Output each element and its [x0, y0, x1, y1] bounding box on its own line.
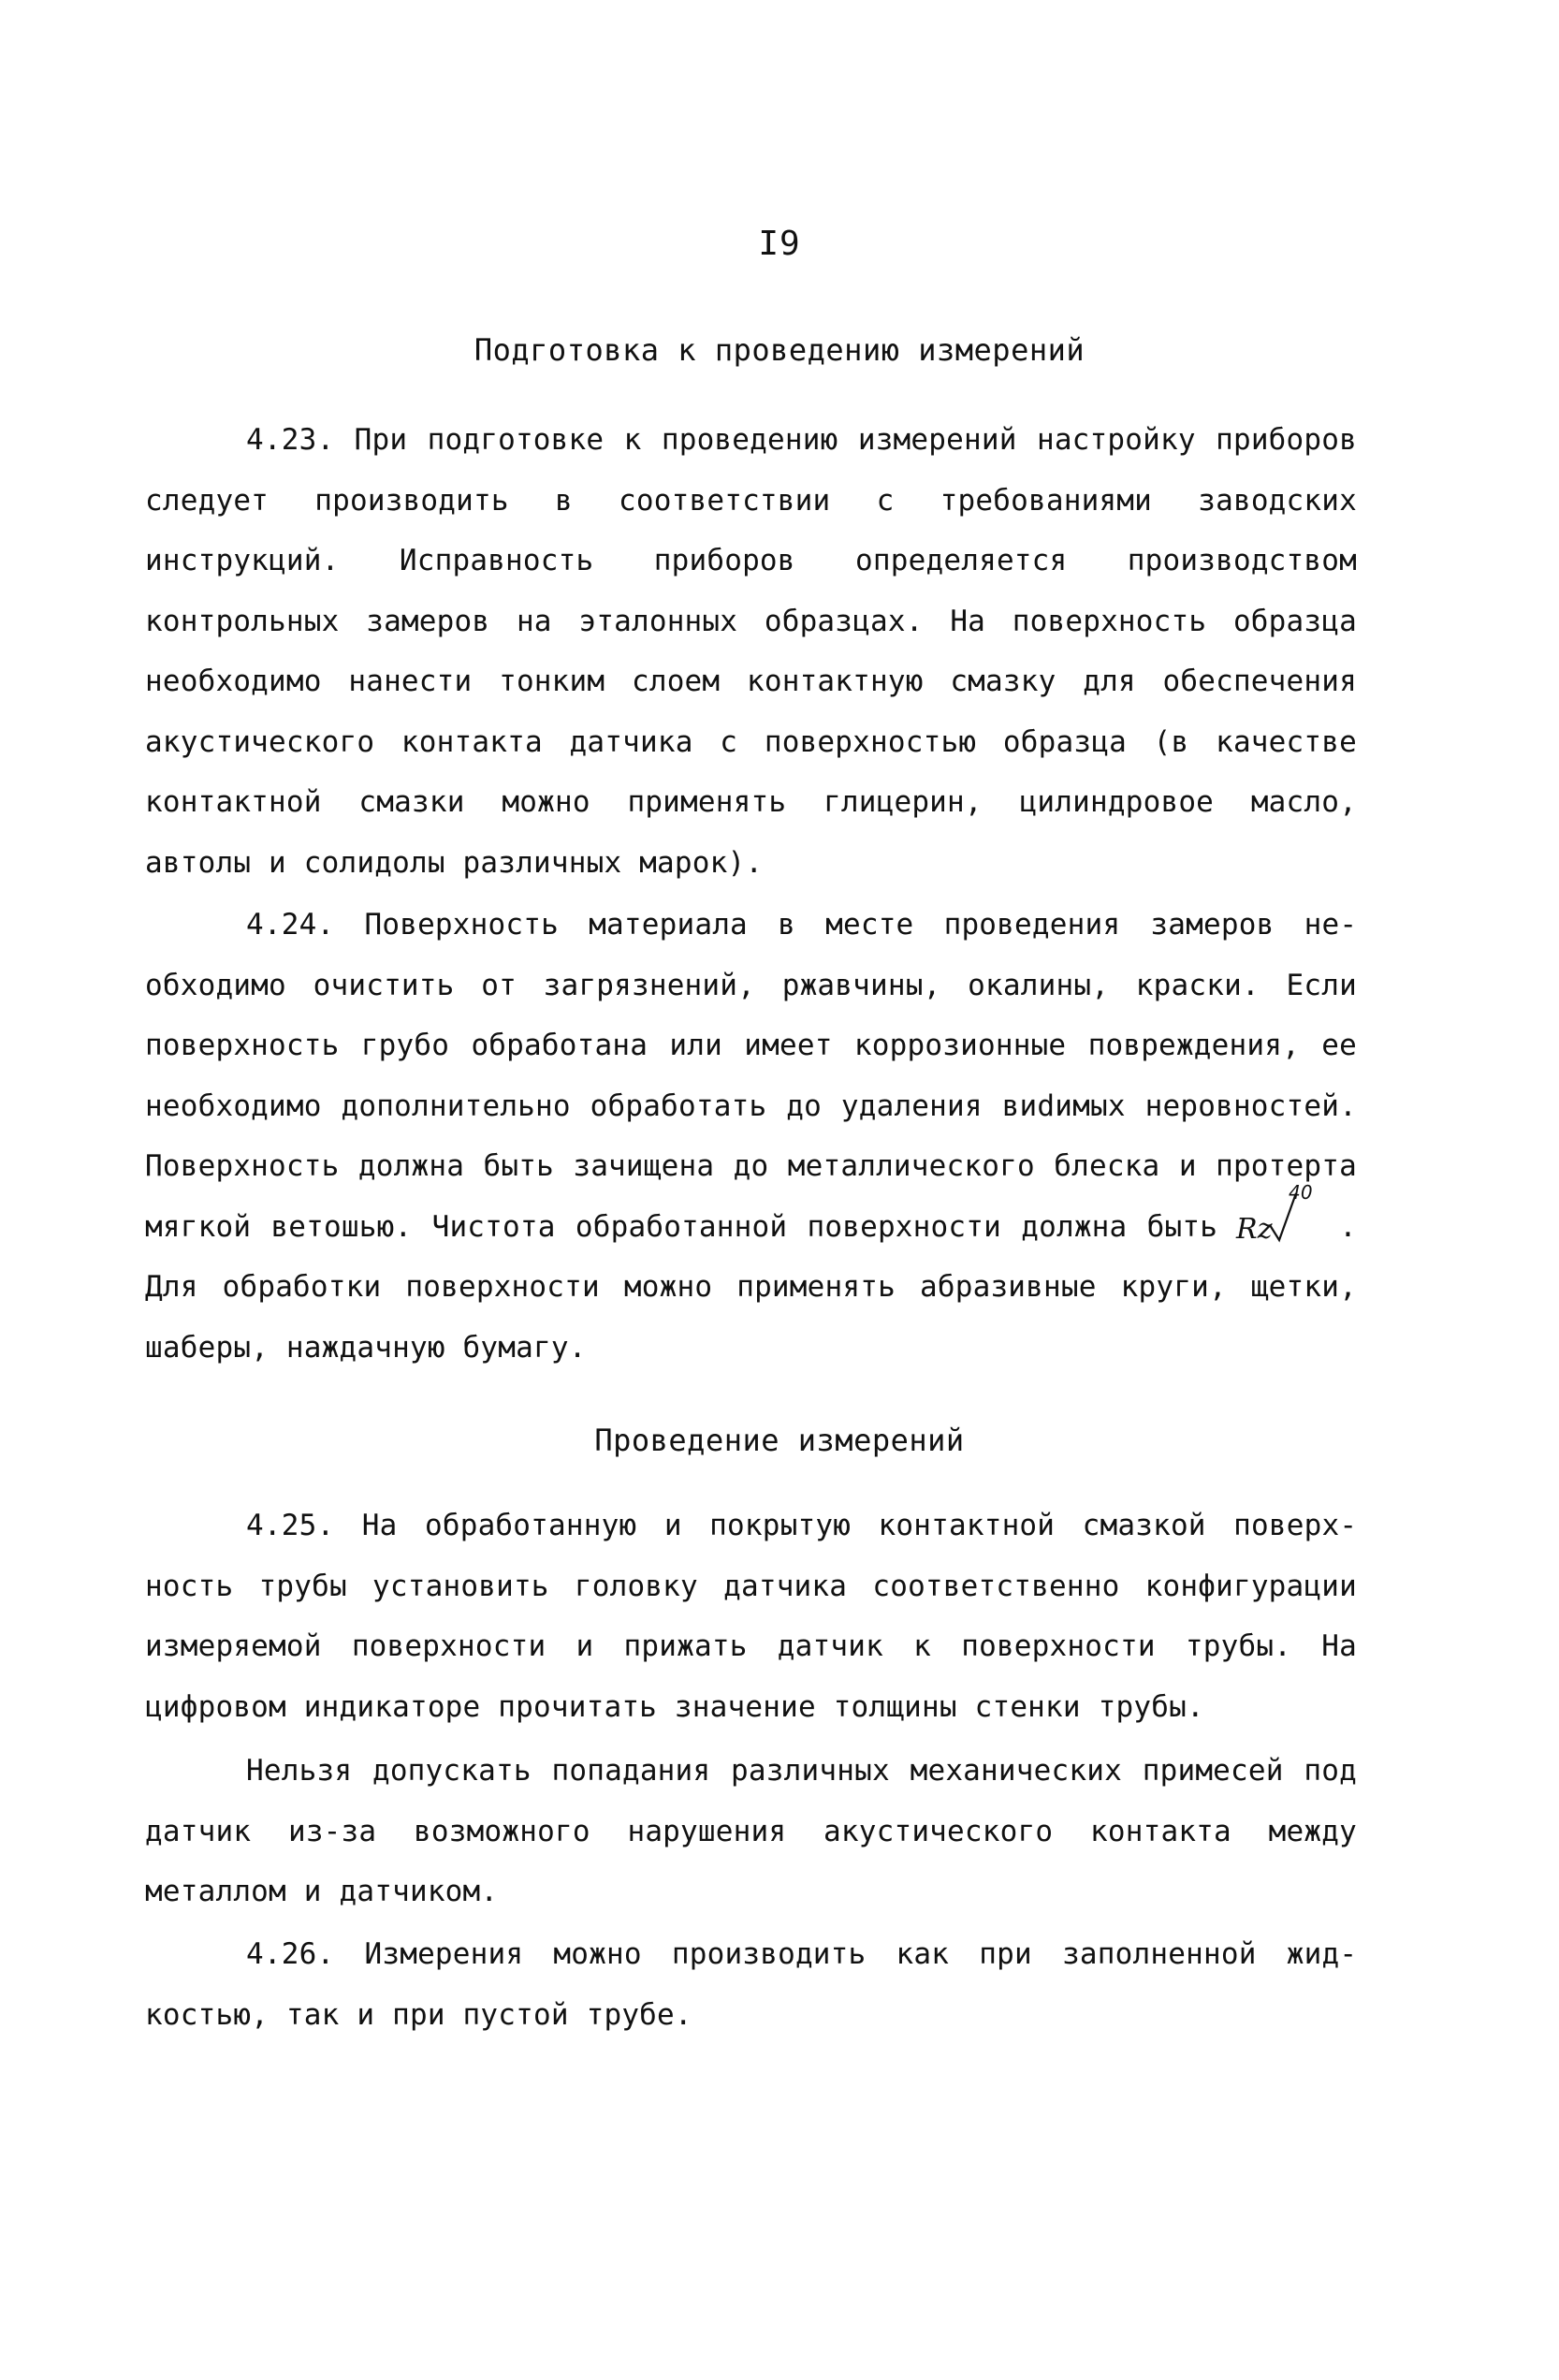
paragraph-note: Нельзя допускать попадания различных механических примесей под датчик из-за возможного нарушения акустического контакта между металлом и датчиком.	[145, 1754, 1357, 1908]
roughness-value: 40	[1289, 1180, 1313, 1204]
paragraph-4-24-text-b: . Для обработки поверхности можно применять абразивные круги, щетки, шаберы, наждачную бумагу.	[145, 1209, 1357, 1365]
paragraph-4-24	[145, 895, 1357, 1378]
page-number: I9	[758, 225, 801, 263]
roughness-symbol	[1234, 1180, 1319, 1246]
paragraph-4-24-text-a: 4.24. Поверхность материала в месте проведения замеров необходимо очистить от загрязнений, ржавчины, окалины, краски. Если поверхность грубо обработана или имеет коррозионные повреждения, ее необходимо дополнительно обработать до удаления виdимых неровностей. Поверхность должна быть зачищена до металлического блеска и протерта мягкой ветошью. Чистота обработанной поверхности должна быть	[145, 908, 1357, 1244]
paragraph-4-26: 4.26. Измерения можно производить как при заполненной жидкостью, так и при пустой трубе.	[145, 1937, 1357, 2032]
paragraph-4-23: 4.23. При подготовке к проведению измерений настройку приборов следует производить в соответствии с требованиями заводских инструкций. Исправность приборов определяется производством контрольных замеров на эталонных образцах. На поверхность образца необходимо нанести тонким слоем контактную смазку для обеспечения акустического контакта датчика с поверхностью образца (в качестве контактной смазки можно применять глицерин, цилиндровое масло, автолы и солидолы различных марок).	[145, 423, 1357, 880]
section-heading-preparation: Подготовка к проведению измерений	[474, 332, 1085, 368]
roughness-symbol-label: Rz	[1236, 1212, 1273, 1246]
paragraph-4-25: 4.25. На обработанную и покрытую контактной смазкой поверхность трубы установить головку датчика соответственно конфигурации измеряемой поверхности и прижать датчик к поверхности трубы. На цифровом индикаторе прочитать значение толщины стенки трубы.	[145, 1509, 1357, 1724]
roughness-symbol-graphic	[1234, 1180, 1319, 1246]
section-heading-measurement: Проведение измерений	[594, 1423, 965, 1458]
